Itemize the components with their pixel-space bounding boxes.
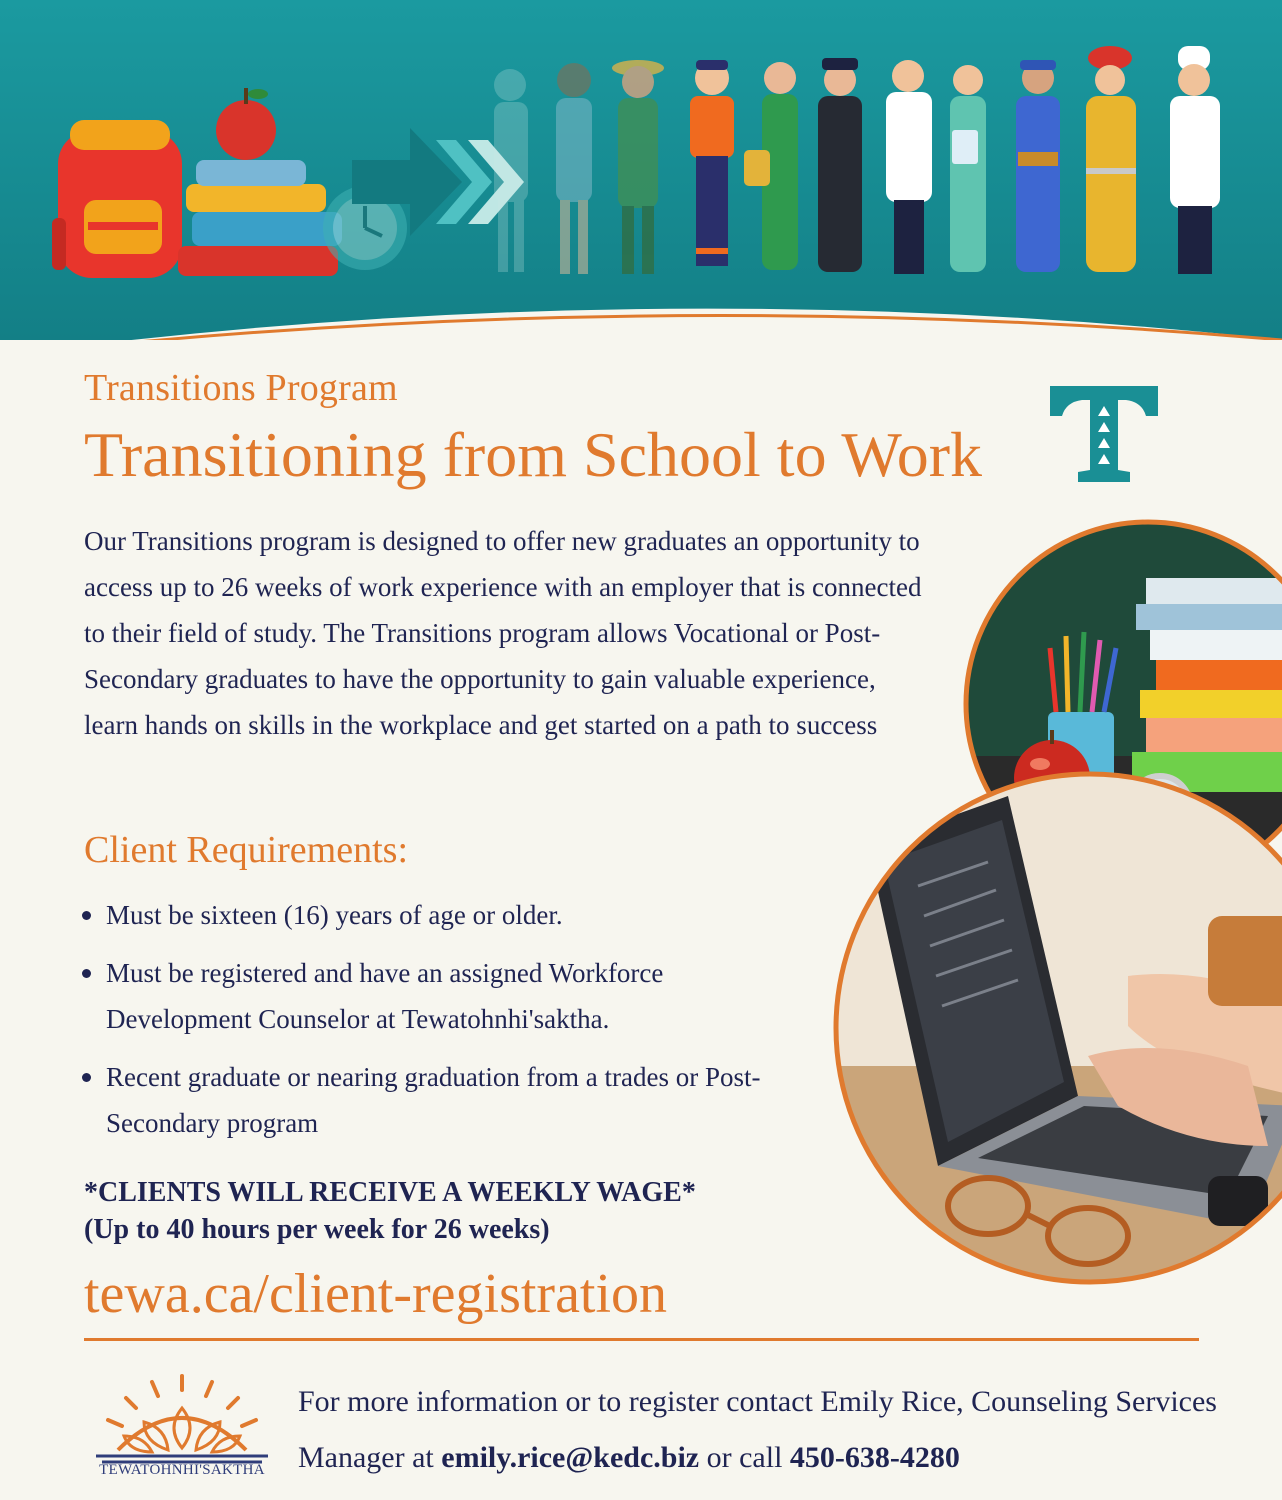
intro-paragraph: Our Transitions program is designed to offer new graduates an opportunity to access up to 26 weeks of work experience with an employer that is connected to their field of study. The Transitions program allows Vocational or Post-Secondary graduates to have the opportunity to gain valuable experience, learn hands on skills in the workplace and get started on a path to success <box>84 526 922 740</box>
org-name: TEWATOHNHI'SAKTHA <box>99 1462 265 1478</box>
phone-number[interactable]: 450-638-4280 <box>789 1441 960 1474</box>
header-illustration <box>0 0 1282 340</box>
email-link[interactable]: emily.rice@kedc.biz <box>441 1441 700 1474</box>
wage-line-2: (Up to 40 hours per week for 26 weeks) <box>84 1214 550 1245</box>
list-item: Must be sixteen (16) years of age or older. <box>82 892 782 938</box>
requirements-heading: Client Requirements: <box>84 829 409 871</box>
registration-link[interactable]: tewa.ca/client-registration <box>84 1263 668 1325</box>
wage-notice <box>84 1174 696 1248</box>
contact-info <box>298 1374 1218 1486</box>
header-banner <box>0 0 1282 340</box>
contact-text: For more information or to register contact Emily Rice, Counseling Services Manager at <box>298 1385 1217 1474</box>
backpack-icon <box>52 120 182 278</box>
divider <box>84 1338 1199 1341</box>
page-title: Transitioning from School to Work <box>84 419 982 490</box>
program-kicker: Transitions Program <box>84 367 398 409</box>
requirements-list <box>82 892 782 1158</box>
wage-line-1: *CLIENTS WILL RECEIVE A WEEKLY WAGE* <box>84 1177 696 1208</box>
laptop-typing-photo <box>828 766 1282 1296</box>
list-item: Must be registered and have an assigned Workforce Development Counselor at Tewatohnhi'saktha. <box>82 950 782 1042</box>
list-item: Recent graduate or nearing graduation from a trades or Post-Secondary program <box>82 1054 782 1146</box>
t-logo-icon <box>1050 386 1158 482</box>
contact-text-middle: or call <box>699 1441 790 1474</box>
